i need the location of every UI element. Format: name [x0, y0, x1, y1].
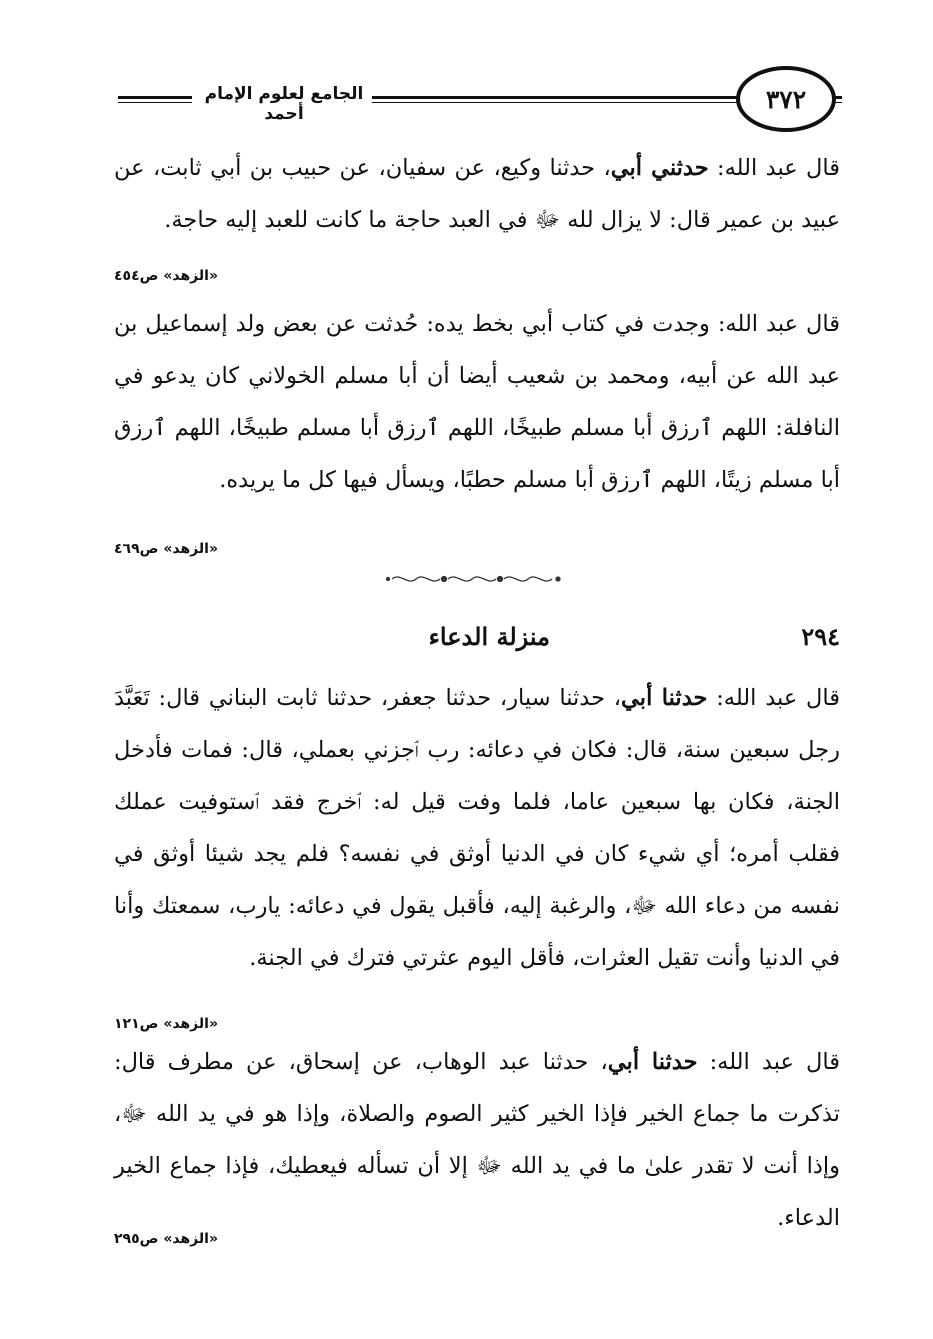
paragraph-2	[114, 298, 840, 506]
paragraph-bold: حدثنا أبي	[621, 685, 708, 711]
paragraph-lead: قال عبد الله:	[697, 1049, 840, 1075]
paragraph-text: قال عبد الله: وجدت في كتاب أبي بخط يده: حُدثت عن بعض ولد إسماعيل بن عبد الله عن أبيه، ومحمد بن شعيب أيضا أن أبا مسلم الخولاني كان يدعو في النافلة: اللهم ٱرزق أبا مسلم طبيخًا، اللهم ٱرزق أبا مسلم طبيخًا، اللهم ٱرزق أبا مسلم زيتًا، اللهم ٱرزق أبا مسلم حطبًا، ويسأل فيها كل ما يريده.	[114, 311, 840, 493]
paragraph-lead: قال عبد الله:	[707, 685, 840, 711]
running-header	[110, 66, 842, 134]
paragraph-text: ، حدثنا عبد الوهاب، عن إسحاق، عن مطرف قال: تذكرت ما جماع الخير فإذا الخير كثير الصوم والصلاة، وإذا هو في يد الله ﷻ، وإذا أنت لا تقدر علىٰ ما في يد الله ﷻ إلا أن تسأله فيعطيك، فإذا جماع الخير الدعاء.	[114, 1049, 840, 1231]
paragraph-1	[114, 142, 840, 246]
header-rule-middle	[372, 96, 742, 103]
page-number: ٣٧٢	[736, 66, 836, 132]
section-title: منزلة الدعاء	[428, 622, 550, 651]
paragraph-lead: قال عبد الله:	[708, 155, 841, 181]
running-title: الجامع لعلوم الإمام أحمد	[204, 84, 364, 124]
citation-4: «الزهد» ص٢٩٥	[114, 1231, 218, 1247]
paragraph-bold: حدثنا أبي	[607, 1049, 698, 1075]
citation-3: «الزهد» ص١٢١	[114, 1016, 218, 1032]
paragraph-3	[114, 672, 840, 984]
paragraph-text: ، حدثنا سيار، حدثنا جعفر، حدثنا ثابت البناني قال: تَعَبَّدَ رجل سبعين سنة، قال: فكان في دعائه: رب ٱجزني بعملي، قال: فمات فأدخل الجنة، فكان بها سبعين عاما، فلما وفت قيل له: ٱخرج فقد ٱستوفيت عملك فقلب أمره؛ أي شيء كان في الدنيا أوثق في نفسه؟ فلم يجد شيئا أوثق في نفسه من دعاء الله ﷻ، والرغبة إليه، فأقبل يقول في دعائه: يارب، سمعتك وأنا في الدنيا وأنت تقيل العثرات، فأقل اليوم عثرتي فترك في الجنة.	[114, 685, 840, 971]
section-heading	[114, 622, 840, 656]
header-rule-left	[118, 96, 192, 103]
section-number: ٢٩٤	[801, 622, 840, 651]
ornament-divider	[386, 571, 570, 587]
citation-1: «الزهد» ص٤٥٤	[114, 268, 218, 284]
paragraph-4	[114, 1036, 840, 1244]
paragraph-text: ، حدثنا وكيع، عن سفيان، عن حبيب بن أبي ثابت، عن عبيد بن عمير قال: لا يزال لله ﷻ في العبد حاجة ما كانت للعبد إليه حاجة.	[114, 155, 840, 233]
paragraph-bold: حدثني أبي	[610, 155, 709, 181]
citation-2: «الزهد» ص٤٦٩	[114, 541, 218, 557]
